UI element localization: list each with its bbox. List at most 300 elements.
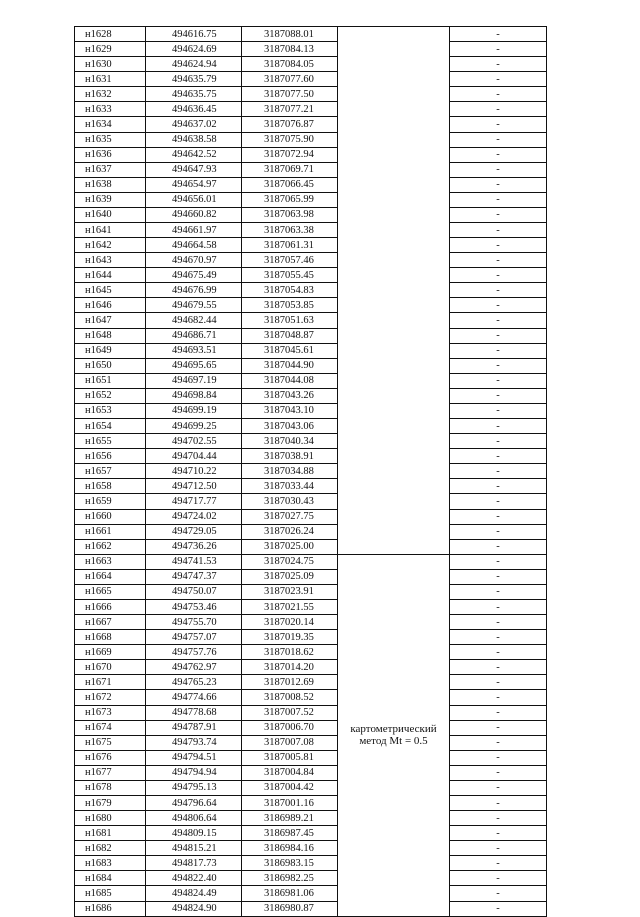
dash-cell: - [450, 645, 547, 660]
dash-cell: - [450, 253, 547, 268]
dash-cell: - [450, 298, 547, 313]
point-name-cell: н1660 [75, 509, 146, 524]
table-row [75, 419, 547, 434]
table-row [75, 27, 547, 42]
dash-cell: - [450, 102, 547, 117]
y-coordinate-cell: 3187084.05 [242, 57, 338, 72]
y-coordinate-cell: 3186981.06 [242, 886, 338, 901]
table-row [75, 660, 547, 675]
y-coordinate-cell: 3187027.75 [242, 509, 338, 524]
dash-cell: - [450, 690, 547, 705]
x-coordinate-cell: 494724.02 [146, 509, 242, 524]
y-coordinate-cell: 3187057.46 [242, 253, 338, 268]
x-coordinate-cell: 494796.64 [146, 795, 242, 810]
dash-cell: - [450, 856, 547, 871]
x-coordinate-cell: 494817.73 [146, 856, 242, 871]
x-coordinate-cell: 494822.40 [146, 871, 242, 886]
x-coordinate-cell: 494638.58 [146, 132, 242, 147]
x-coordinate-cell: 494806.64 [146, 811, 242, 826]
table-row [75, 42, 547, 57]
method-cell-lower: картометрический метод Mt = 0.5 [338, 554, 450, 916]
y-coordinate-cell: 3187004.84 [242, 765, 338, 780]
coordinates-table-body [75, 27, 547, 917]
y-coordinate-cell: 3187038.91 [242, 449, 338, 464]
x-coordinate-cell: 494793.74 [146, 735, 242, 750]
x-coordinate-cell: 494635.79 [146, 72, 242, 87]
table-row [75, 690, 547, 705]
dash-cell: - [450, 358, 547, 373]
table-row [75, 192, 547, 207]
dash-cell: - [450, 871, 547, 886]
table-row [75, 72, 547, 87]
y-coordinate-cell: 3187025.09 [242, 569, 338, 584]
table-row [75, 524, 547, 539]
x-coordinate-cell: 494778.68 [146, 705, 242, 720]
y-coordinate-cell: 3187043.10 [242, 403, 338, 418]
dash-cell: - [450, 72, 547, 87]
table-row [75, 57, 547, 72]
x-coordinate-cell: 494642.52 [146, 147, 242, 162]
x-coordinate-cell: 494753.46 [146, 599, 242, 614]
y-coordinate-cell: 3187006.70 [242, 720, 338, 735]
dash-cell: - [450, 434, 547, 449]
point-name-cell: н1636 [75, 147, 146, 162]
x-coordinate-cell: 494661.97 [146, 223, 242, 238]
x-coordinate-cell: 494712.50 [146, 479, 242, 494]
x-coordinate-cell: 494757.76 [146, 645, 242, 660]
y-coordinate-cell: 3187004.42 [242, 780, 338, 795]
y-coordinate-cell: 3187007.08 [242, 735, 338, 750]
point-name-cell: н1657 [75, 464, 146, 479]
table-row [75, 856, 547, 871]
x-coordinate-cell: 494682.44 [146, 313, 242, 328]
table-row [75, 238, 547, 253]
dash-cell: - [450, 795, 547, 810]
point-name-cell: н1640 [75, 207, 146, 222]
y-coordinate-cell: 3186984.16 [242, 841, 338, 856]
x-coordinate-cell: 494787.91 [146, 720, 242, 735]
dash-cell: - [450, 388, 547, 403]
y-coordinate-cell: 3187008.52 [242, 690, 338, 705]
dash-cell: - [450, 373, 547, 388]
point-name-cell: н1664 [75, 569, 146, 584]
dash-cell: - [450, 765, 547, 780]
dash-cell: - [450, 464, 547, 479]
table-row [75, 102, 547, 117]
y-coordinate-cell: 3187066.45 [242, 177, 338, 192]
y-coordinate-cell: 3187034.88 [242, 464, 338, 479]
y-coordinate-cell: 3187033.44 [242, 479, 338, 494]
dash-cell: - [450, 841, 547, 856]
point-name-cell: н1681 [75, 826, 146, 841]
table-row [75, 298, 547, 313]
y-coordinate-cell: 3187044.08 [242, 373, 338, 388]
y-coordinate-cell: 3187024.75 [242, 554, 338, 569]
table-row [75, 645, 547, 660]
point-name-cell: н1686 [75, 901, 146, 916]
point-name-cell: н1672 [75, 690, 146, 705]
dash-cell: - [450, 901, 547, 916]
table-row [75, 765, 547, 780]
dash-cell: - [450, 660, 547, 675]
dash-cell: - [450, 238, 547, 253]
dash-cell: - [450, 192, 547, 207]
table-row [75, 509, 547, 524]
dash-cell: - [450, 27, 547, 42]
y-coordinate-cell: 3187051.63 [242, 313, 338, 328]
point-name-cell: н1659 [75, 494, 146, 509]
table-row [75, 675, 547, 690]
dash-cell: - [450, 419, 547, 434]
x-coordinate-cell: 494710.22 [146, 464, 242, 479]
point-name-cell: н1635 [75, 132, 146, 147]
point-name-cell: н1647 [75, 313, 146, 328]
dash-cell: - [450, 87, 547, 102]
x-coordinate-cell: 494702.55 [146, 434, 242, 449]
y-coordinate-cell: 3187043.26 [242, 388, 338, 403]
point-name-cell: н1634 [75, 117, 146, 132]
method-cell-upper [338, 27, 450, 555]
dash-cell: - [450, 403, 547, 418]
x-coordinate-cell: 494750.07 [146, 584, 242, 599]
y-coordinate-cell: 3187044.90 [242, 358, 338, 373]
table-row [75, 117, 547, 132]
y-coordinate-cell: 3187075.90 [242, 132, 338, 147]
dash-cell: - [450, 42, 547, 57]
point-name-cell: н1670 [75, 660, 146, 675]
y-coordinate-cell: 3186987.45 [242, 826, 338, 841]
y-coordinate-cell: 3186980.87 [242, 901, 338, 916]
table-row [75, 87, 547, 102]
table-row [75, 403, 547, 418]
table-row [75, 795, 547, 810]
table-row [75, 554, 547, 569]
dash-cell: - [450, 720, 547, 735]
x-coordinate-cell: 494676.99 [146, 283, 242, 298]
x-coordinate-cell: 494815.21 [146, 841, 242, 856]
x-coordinate-cell: 494824.90 [146, 901, 242, 916]
point-name-cell: н1665 [75, 584, 146, 599]
y-coordinate-cell: 3187072.94 [242, 147, 338, 162]
point-name-cell: н1678 [75, 780, 146, 795]
point-name-cell: н1682 [75, 841, 146, 856]
x-coordinate-cell: 494637.02 [146, 117, 242, 132]
point-name-cell: н1651 [75, 373, 146, 388]
table-row [75, 177, 547, 192]
dash-cell: - [450, 162, 547, 177]
point-name-cell: н1658 [75, 479, 146, 494]
dash-cell: - [450, 750, 547, 765]
point-name-cell: н1650 [75, 358, 146, 373]
dash-cell: - [450, 615, 547, 630]
x-coordinate-cell: 494755.70 [146, 615, 242, 630]
point-name-cell: н1639 [75, 192, 146, 207]
y-coordinate-cell: 3187026.24 [242, 524, 338, 539]
dash-cell: - [450, 343, 547, 358]
point-name-cell: н1683 [75, 856, 146, 871]
dash-cell: - [450, 509, 547, 524]
table-row [75, 780, 547, 795]
y-coordinate-cell: 3187021.55 [242, 599, 338, 614]
y-coordinate-cell: 3187019.35 [242, 630, 338, 645]
point-name-cell: н1677 [75, 765, 146, 780]
y-coordinate-cell: 3187077.50 [242, 87, 338, 102]
x-coordinate-cell: 494824.49 [146, 886, 242, 901]
dash-cell: - [450, 584, 547, 599]
dash-cell: - [450, 479, 547, 494]
x-coordinate-cell: 494670.97 [146, 253, 242, 268]
point-name-cell: н1685 [75, 886, 146, 901]
y-coordinate-cell: 3187043.06 [242, 419, 338, 434]
table-row [75, 479, 547, 494]
dash-cell: - [450, 147, 547, 162]
table-row [75, 253, 547, 268]
point-name-cell: н1675 [75, 735, 146, 750]
x-coordinate-cell: 494656.01 [146, 192, 242, 207]
table-row [75, 283, 547, 298]
dash-cell: - [450, 57, 547, 72]
x-coordinate-cell: 494729.05 [146, 524, 242, 539]
y-coordinate-cell: 3187012.69 [242, 675, 338, 690]
table-row [75, 207, 547, 222]
y-coordinate-cell: 3187076.87 [242, 117, 338, 132]
point-name-cell: н1684 [75, 871, 146, 886]
point-name-cell: н1663 [75, 554, 146, 569]
x-coordinate-cell: 494697.19 [146, 373, 242, 388]
table-row [75, 539, 547, 554]
point-name-cell: н1671 [75, 675, 146, 690]
x-coordinate-cell: 494717.77 [146, 494, 242, 509]
y-coordinate-cell: 3187069.71 [242, 162, 338, 177]
point-name-cell: н1653 [75, 403, 146, 418]
table-row [75, 313, 547, 328]
y-coordinate-cell: 3187077.60 [242, 72, 338, 87]
x-coordinate-cell: 494747.37 [146, 569, 242, 584]
table-row [75, 268, 547, 283]
table-row [75, 464, 547, 479]
table-row [75, 494, 547, 509]
dash-cell: - [450, 705, 547, 720]
dash-cell: - [450, 207, 547, 222]
table-row [75, 223, 547, 238]
y-coordinate-cell: 3186983.15 [242, 856, 338, 871]
x-coordinate-cell: 494636.45 [146, 102, 242, 117]
y-coordinate-cell: 3187030.43 [242, 494, 338, 509]
x-coordinate-cell: 494809.15 [146, 826, 242, 841]
x-coordinate-cell: 494675.49 [146, 268, 242, 283]
y-coordinate-cell: 3187018.62 [242, 645, 338, 660]
dash-cell: - [450, 449, 547, 464]
dash-cell: - [450, 268, 547, 283]
table-row [75, 841, 547, 856]
x-coordinate-cell: 494794.51 [146, 750, 242, 765]
table-row [75, 630, 547, 645]
point-name-cell: н1662 [75, 539, 146, 554]
x-coordinate-cell: 494741.53 [146, 554, 242, 569]
dash-cell: - [450, 630, 547, 645]
table-row [75, 373, 547, 388]
table-row [75, 811, 547, 826]
table-row [75, 569, 547, 584]
table-row [75, 434, 547, 449]
point-name-cell: н1638 [75, 177, 146, 192]
point-name-cell: н1656 [75, 449, 146, 464]
point-name-cell: н1633 [75, 102, 146, 117]
y-coordinate-cell: 3187020.14 [242, 615, 338, 630]
y-coordinate-cell: 3187084.13 [242, 42, 338, 57]
y-coordinate-cell: 3187025.00 [242, 539, 338, 554]
y-coordinate-cell: 3187065.99 [242, 192, 338, 207]
point-name-cell: н1654 [75, 419, 146, 434]
point-name-cell: н1641 [75, 223, 146, 238]
dash-cell: - [450, 524, 547, 539]
point-name-cell: н1679 [75, 795, 146, 810]
table-row [75, 147, 547, 162]
table-row [75, 705, 547, 720]
x-coordinate-cell: 494624.69 [146, 42, 242, 57]
y-coordinate-cell: 3187054.83 [242, 283, 338, 298]
table-row [75, 132, 547, 147]
dash-cell: - [450, 735, 547, 750]
point-name-cell: н1648 [75, 328, 146, 343]
dash-cell: - [450, 223, 547, 238]
x-coordinate-cell: 494704.44 [146, 449, 242, 464]
point-name-cell: н1645 [75, 283, 146, 298]
point-name-cell: н1630 [75, 57, 146, 72]
dash-cell: - [450, 675, 547, 690]
x-coordinate-cell: 494765.23 [146, 675, 242, 690]
point-name-cell: н1680 [75, 811, 146, 826]
x-coordinate-cell: 494762.97 [146, 660, 242, 675]
x-coordinate-cell: 494795.13 [146, 780, 242, 795]
y-coordinate-cell: 3187001.16 [242, 795, 338, 810]
point-name-cell: н1644 [75, 268, 146, 283]
y-coordinate-cell: 3187063.98 [242, 207, 338, 222]
point-name-cell: н1676 [75, 750, 146, 765]
point-name-cell: н1667 [75, 615, 146, 630]
table-row [75, 449, 547, 464]
point-name-cell: н1628 [75, 27, 146, 42]
y-coordinate-cell: 3187063.38 [242, 223, 338, 238]
y-coordinate-cell: 3186989.21 [242, 811, 338, 826]
table-row [75, 871, 547, 886]
x-coordinate-cell: 494794.94 [146, 765, 242, 780]
dash-cell: - [450, 599, 547, 614]
y-coordinate-cell: 3187040.34 [242, 434, 338, 449]
y-coordinate-cell: 3187053.85 [242, 298, 338, 313]
table-row [75, 343, 547, 358]
point-name-cell: н1669 [75, 645, 146, 660]
x-coordinate-cell: 494616.75 [146, 27, 242, 42]
dash-cell: - [450, 177, 547, 192]
table-row [75, 735, 547, 750]
point-name-cell: н1661 [75, 524, 146, 539]
x-coordinate-cell: 494664.58 [146, 238, 242, 253]
x-coordinate-cell: 494660.82 [146, 207, 242, 222]
x-coordinate-cell: 494699.19 [146, 403, 242, 418]
y-coordinate-cell: 3187014.20 [242, 660, 338, 675]
table-row [75, 388, 547, 403]
table-row [75, 599, 547, 614]
table-row [75, 750, 547, 765]
y-coordinate-cell: 3187007.52 [242, 705, 338, 720]
dash-cell: - [450, 780, 547, 795]
table-row [75, 162, 547, 177]
dash-cell: - [450, 886, 547, 901]
point-name-cell: н1646 [75, 298, 146, 313]
point-name-cell: н1649 [75, 343, 146, 358]
dash-cell: - [450, 554, 547, 569]
y-coordinate-cell: 3187061.31 [242, 238, 338, 253]
dash-cell: - [450, 569, 547, 584]
y-coordinate-cell: 3187055.45 [242, 268, 338, 283]
x-coordinate-cell: 494679.55 [146, 298, 242, 313]
point-name-cell: н1643 [75, 253, 146, 268]
point-name-cell: н1637 [75, 162, 146, 177]
x-coordinate-cell: 494757.07 [146, 630, 242, 645]
dash-cell: - [450, 132, 547, 147]
x-coordinate-cell: 494635.75 [146, 87, 242, 102]
x-coordinate-cell: 494647.93 [146, 162, 242, 177]
table-row [75, 584, 547, 599]
x-coordinate-cell: 494698.84 [146, 388, 242, 403]
document-page [74, 26, 546, 915]
y-coordinate-cell: 3186982.25 [242, 871, 338, 886]
dash-cell: - [450, 539, 547, 554]
table-row [75, 826, 547, 841]
x-coordinate-cell: 494774.66 [146, 690, 242, 705]
table-row [75, 615, 547, 630]
table-row [75, 720, 547, 735]
dash-cell: - [450, 283, 547, 298]
x-coordinate-cell: 494695.65 [146, 358, 242, 373]
point-name-cell: н1655 [75, 434, 146, 449]
dash-cell: - [450, 494, 547, 509]
x-coordinate-cell: 494654.97 [146, 177, 242, 192]
point-name-cell: н1652 [75, 388, 146, 403]
y-coordinate-cell: 3187077.21 [242, 102, 338, 117]
point-name-cell: н1666 [75, 599, 146, 614]
point-name-cell: н1668 [75, 630, 146, 645]
dash-cell: - [450, 826, 547, 841]
point-name-cell: н1673 [75, 705, 146, 720]
x-coordinate-cell: 494699.25 [146, 419, 242, 434]
y-coordinate-cell: 3187005.81 [242, 750, 338, 765]
coordinates-table [74, 26, 547, 917]
point-name-cell: н1674 [75, 720, 146, 735]
y-coordinate-cell: 3187045.61 [242, 343, 338, 358]
table-row [75, 901, 547, 916]
point-name-cell: н1631 [75, 72, 146, 87]
y-coordinate-cell: 3187048.87 [242, 328, 338, 343]
dash-cell: - [450, 811, 547, 826]
table-row [75, 328, 547, 343]
x-coordinate-cell: 494686.71 [146, 328, 242, 343]
x-coordinate-cell: 494624.94 [146, 57, 242, 72]
table-row [75, 886, 547, 901]
dash-cell: - [450, 117, 547, 132]
x-coordinate-cell: 494693.51 [146, 343, 242, 358]
dash-cell: - [450, 328, 547, 343]
table-row [75, 358, 547, 373]
dash-cell: - [450, 313, 547, 328]
point-name-cell: н1629 [75, 42, 146, 57]
point-name-cell: н1632 [75, 87, 146, 102]
y-coordinate-cell: 3187023.91 [242, 584, 338, 599]
x-coordinate-cell: 494736.26 [146, 539, 242, 554]
point-name-cell: н1642 [75, 238, 146, 253]
y-coordinate-cell: 3187088.01 [242, 27, 338, 42]
